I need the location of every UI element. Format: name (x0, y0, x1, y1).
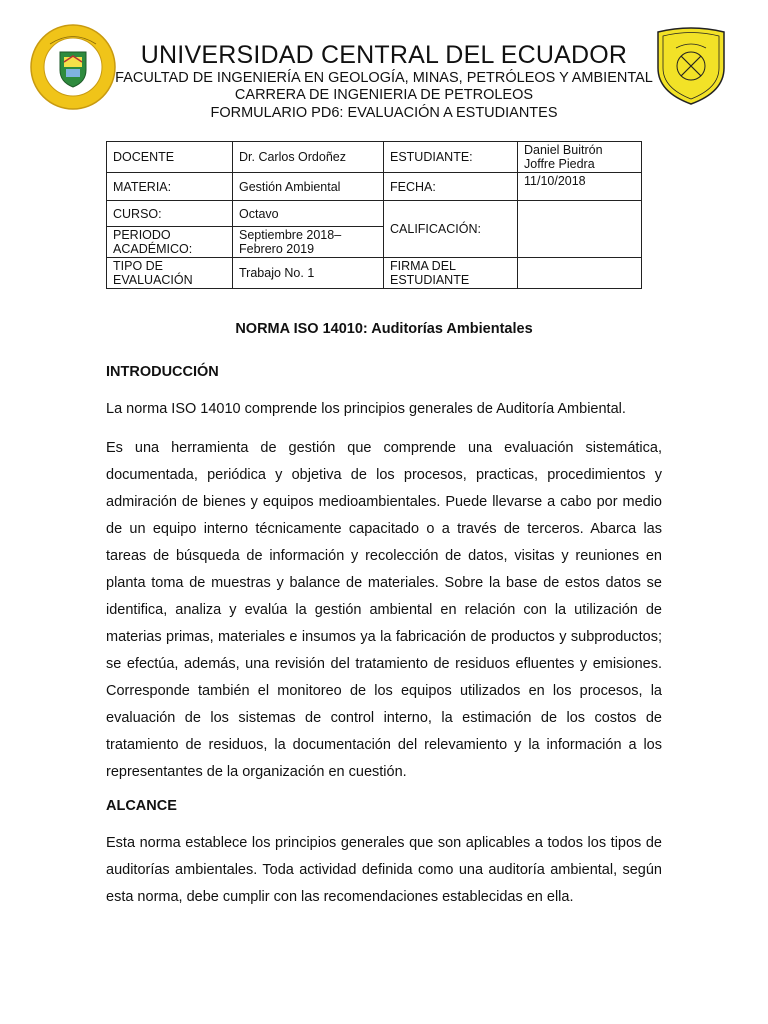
university-name: UNIVERSIDAD CENTRAL DEL ECUADOR (140, 41, 628, 69)
materia-value: Gestión Ambiental (233, 173, 384, 201)
estudiante-value (518, 142, 642, 173)
document-title: NORMA ISO 14010: Auditorías Ambientales (235, 321, 533, 337)
periodo-label-2: ACADÉMICO: (113, 242, 193, 256)
tipo-label (107, 258, 233, 289)
faculty-name: FACULTAD DE INGENIERÍA EN GEOLOGÍA, MINAS, PETRÓLEOS Y AMBIENTAL (115, 70, 653, 86)
evaluation-info-table (106, 141, 642, 289)
table-row (107, 258, 642, 289)
periodo-label (107, 227, 233, 258)
periodo-value-2: Febrero 2019 (239, 242, 315, 256)
periodo-value-1: Septiembre 2018– (239, 228, 342, 242)
intro-paragraph-2: Es una herramienta de gestión que comprende una evaluación sistemática, documentada, periódica y objetiva de los procesos, practicas, procedimientos y admiración de bienes y equipos medioambientales. Puede llevarse a cabo por medio de un equipo interno técnicamente capacitado o a través de terceros. Abarca las tareas de búsqueda de información y recolección de datos, visitas y reuniones en planta toma de muestras y balance de materiales. Sobre la base de estos datos se identifica, analiza y evalúa la gestión ambiental en relación con la utilización de materias primas, materiales e insumos ya la fabricación de productos y subproductos; se efectúa, además, una revisión del tratamiento de residuos efluentes y emisiones. Corresponde también el monitoreo de los equipos utilizados en los procesos, la evaluación de los sistemas de control interno, la estimación de los costos de tratamiento de residuos, la documentación del relevamiento y la información a los representantes de la organización en cuestión. (106, 440, 662, 780)
estudiante-label: ESTUDIANTE: (384, 142, 518, 173)
estudiante-value-1: Daniel Buitrón (524, 143, 603, 157)
estudiante-value-2: Joffre Piedra (524, 157, 595, 171)
curso-label: CURSO: (107, 201, 233, 227)
document-body (106, 318, 662, 921)
table-row (107, 201, 642, 227)
fecha-label: FECHA: (384, 173, 518, 201)
table-row (107, 173, 642, 201)
docente-value: Dr. Carlos Ordoñez (233, 142, 384, 173)
materia-label: MATERIA: (107, 173, 233, 201)
form-title: FORMULARIO PD6: EVALUACIÓN A ESTUDIANTES (210, 105, 558, 121)
calificacion-value (518, 201, 642, 258)
curso-value: Octavo (233, 201, 384, 227)
tipo-value: Trabajo No. 1 (233, 258, 384, 289)
alcance-heading: ALCANCE (106, 798, 177, 814)
firma-label-2: ESTUDIANTE (390, 273, 470, 287)
periodo-value (233, 227, 384, 258)
fecha-value: 11/10/2018 (518, 173, 642, 201)
tipo-label-2: EVALUACIÓN (113, 273, 193, 287)
intro-paragraph-1: La norma ISO 14010 comprende los principios generales de Auditoría Ambiental. (106, 401, 626, 417)
calificacion-label: CALIFICACIÓN: (384, 201, 518, 258)
firma-label-1: FIRMA DEL (390, 259, 456, 273)
tipo-label-1: TIPO DE (113, 259, 164, 273)
firma-label (384, 258, 518, 289)
career-name: CARRERA DE INGENIERIA DE PETROLEOS (234, 87, 534, 103)
periodo-label-1: PERIODO (113, 228, 171, 242)
firma-value (518, 258, 642, 289)
table-row (107, 142, 642, 173)
document-header (0, 40, 768, 122)
intro-heading: INTRODUCCIÓN (106, 364, 219, 380)
alcance-paragraph-1: Esta norma establece los principios generales que son aplicables a todos los tipos de auditorías ambientales. Toda actividad definida como una auditoría ambiental, según esta norma, debe cumplir con las recomendaciones establecidas en ella. (106, 835, 662, 905)
docente-label: DOCENTE (107, 142, 233, 173)
